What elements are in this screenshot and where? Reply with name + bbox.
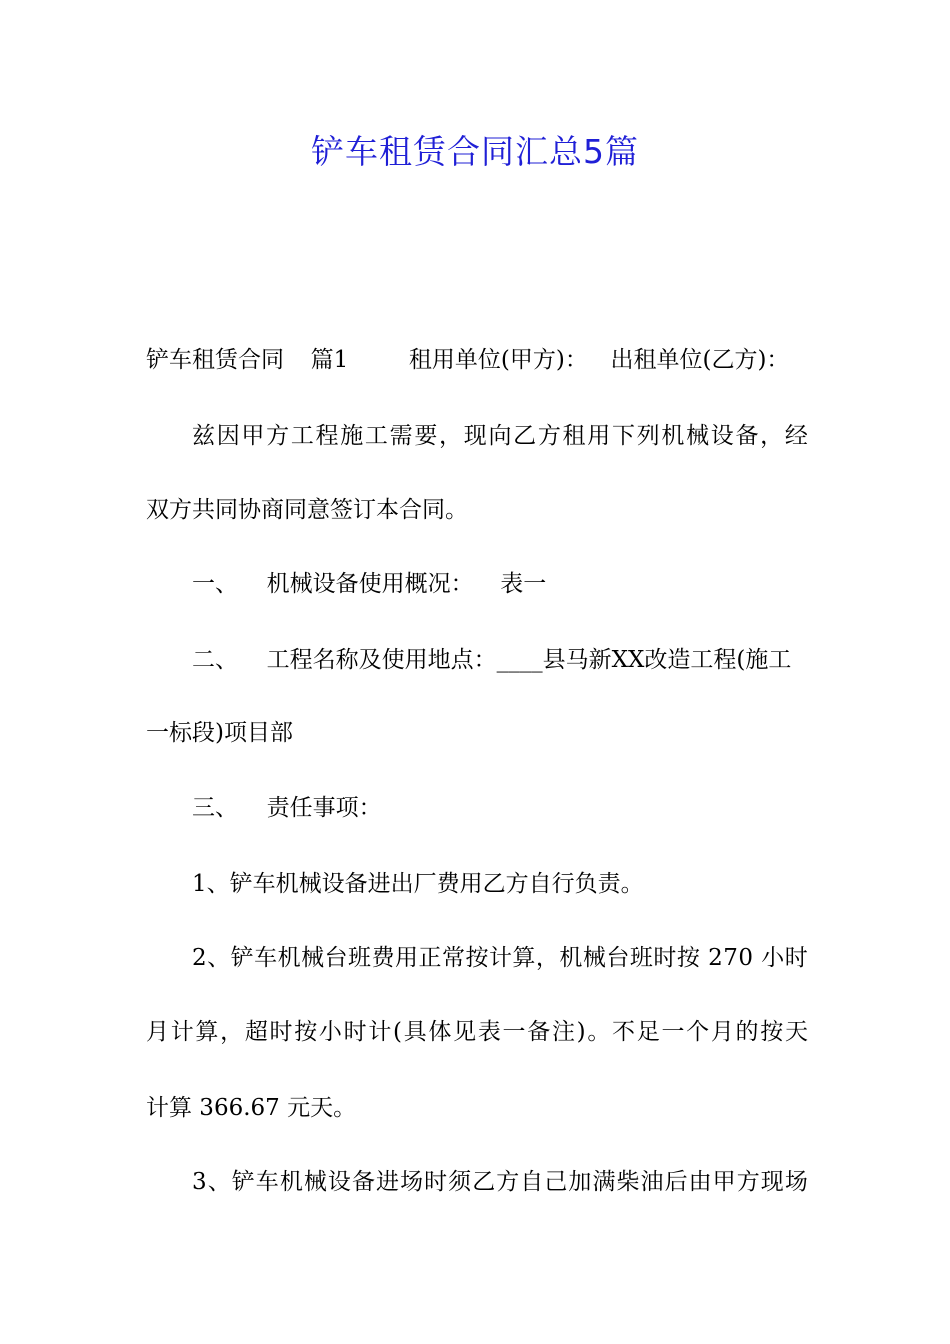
section-two-number: 二、: [192, 647, 238, 673]
section-one-text: 机械设备使用概况：: [266, 571, 474, 597]
section-three-text: 责任事项：: [266, 795, 382, 821]
item-two-line3: 计算 366.67 元天。: [146, 1095, 357, 1121]
item-two-line2: 月 计 算 ， 超 时 按 小 时 计 ( 具 体 见 表 一 备 注 ) 。 不 足 一 个 月 的 按 天: [146, 1019, 808, 1045]
item-one: 1、铲车机械设备进出厂费用乙方自行负责。: [192, 871, 644, 897]
section-one-number: 一、: [192, 571, 238, 597]
document-title: 铲车租赁合同汇总5篇: [311, 132, 639, 171]
item-two-line1: 2 、 铲 车 机 械 台 班 费 用 正 常 按 计 算 ， 机 械 台 班 时 按 2 7 0 小 时: [192, 945, 808, 971]
lessor-label: 出租单位(乙方)：: [610, 347, 790, 373]
item-three-line1: 3 、 铲 车 机 械 设 备 进 场 时 须 乙 方 自 己 加 满 柴 油 后 由 甲 方 现 场: [192, 1169, 808, 1195]
section-two-text: 工程名称及使用地点：: [266, 647, 497, 673]
section-two: [192, 645, 808, 675]
section-two-rest: 县马新XX改造工程(施工: [542, 647, 792, 673]
contract-part: 篇1: [310, 347, 349, 373]
section-two-blank: ____: [496, 647, 543, 673]
section-one: [192, 569, 808, 599]
contract-name: 铲车租赁合同: [146, 347, 284, 373]
section-two-line2: 一标段)项目部: [146, 720, 293, 746]
section-one-table-ref: 表一: [500, 571, 547, 597]
paragraph-intro-line1: 兹 因 甲 方 工 程 施 工 需 要 ， 现 向 乙 方 租 用 下 列 机 械 设 备 ， 经: [192, 423, 808, 449]
section-three-number: 三、: [192, 795, 238, 821]
contract-header-line: [146, 345, 808, 375]
paragraph-intro-line2: 双方共同协商同意签订本合同。: [146, 497, 468, 523]
section-three: [192, 793, 808, 823]
lessee-label: 租用单位(甲方)：: [408, 347, 588, 373]
